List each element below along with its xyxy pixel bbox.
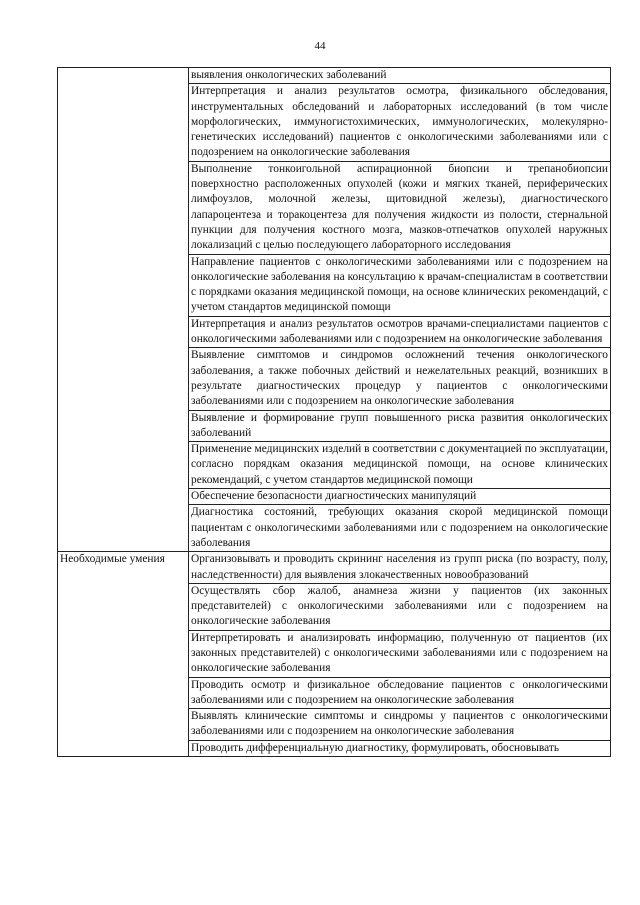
skill-description-cell: Осуществлять сбор жалоб, анамнеза жизни у пациентов (их законных представителей) с онкологическими заболеваниями или с подозрением на онкологические заболевания <box>189 583 611 630</box>
skill-description-cell: Выявлять клинические симптомы и синдромы у пациентов с онкологическими заболеваниями или с подозрением на онкологические заболевания <box>189 709 611 741</box>
action-description-cell: Интерпретация и анализ результатов осмотра, физикального обследования, инструментальных обследований и лабораторных исследований (в том числе морфологических, иммуногистохимических, иммунологических, молекулярно-генетических исследований) пациентов с онкологическими заболеваниями или с подозрением на онкологические заболевания <box>189 84 611 161</box>
action-description-cell: выявления онкологических заболеваний <box>189 68 611 84</box>
action-description-cell: Выявление симптомов и синдромов осложнений течения онкологического заболевания, а также побочных действий и нежелательных реакций, возникших в результате диагностических процедур у пациентов с онкологическими заболеваниями или с подозрением на онкологические заболевания <box>189 348 611 410</box>
action-description-cell: Диагностика состояний, требующих оказания скорой медицинской помощи пациентам с онкологическими заболеваниями или с подозрением на онкологические заболевания <box>189 505 611 552</box>
section-label-skills: Необходимые умения <box>58 552 189 757</box>
skill-description-cell: Интерпретировать и анализировать информацию, полученную от пациентов (их законных представителей) с онкологическими заболеваниями или с подозрением на онкологические заболевания <box>189 630 611 677</box>
page-number: 44 <box>314 40 326 52</box>
competency-table-body <box>58 68 611 757</box>
skill-description-cell: Проводить дифференциальную диагностику, формулировать, обосновывать <box>189 740 611 756</box>
table-row <box>58 68 611 84</box>
action-description-cell: Интерпретация и анализ результатов осмотров врачами-специалистами пациентов с онкологическими заболеваниями или с подозрением на онкологические заболевания <box>189 316 611 348</box>
skill-description-cell: Проводить осмотр и физикальное обследование пациентов с онкологическими заболеваниями или с подозрением на онкологические заболевания <box>189 677 611 709</box>
action-description-cell: Выполнение тонкоигольной аспирационной биопсии и трепанобиопсии поверхностно расположенных опухолей (кожи и мягких тканей, периферических лимфоузлов, молочной железы, щитовидной железы), диагностического лапароцентеза и торакоцентеза для получения жидкости из полости, стернальной пункции для получения костного мозга, мазков-отпечатков опухолей наружных локализаций с целью последующего лабораторного исследования <box>189 161 611 254</box>
table-row <box>58 552 611 584</box>
action-description-cell: Применение медицинских изделий в соответствии с документацией по эксплуатации, согласно порядкам оказания медицинской помощи, на основе клинических рекомендаций, с учетом стандартов медицинской помощи <box>189 442 611 489</box>
action-description-cell: Выявление и формирование групп повышенного риска развития онкологических заболеваний <box>189 410 611 442</box>
skill-description-cell: Организовывать и проводить скрининг населения из групп риска (по возрасту, полу, наследственности) для выявления злокачественных новообразований <box>189 552 611 584</box>
action-description-cell: Обеспечение безопасности диагностических манипуляций <box>189 489 611 505</box>
left-column-empty-cell <box>58 68 189 552</box>
action-description-cell: Направление пациентов с онкологическими заболеваниями или с подозрением на онкологические заболевания на консультацию к врачам-специалистам в соответствии с порядками оказания медицинской помощи, на основе клинических рекомендаций, с учетом стандартов медицинской помощи <box>189 254 611 316</box>
competency-table <box>57 67 611 757</box>
